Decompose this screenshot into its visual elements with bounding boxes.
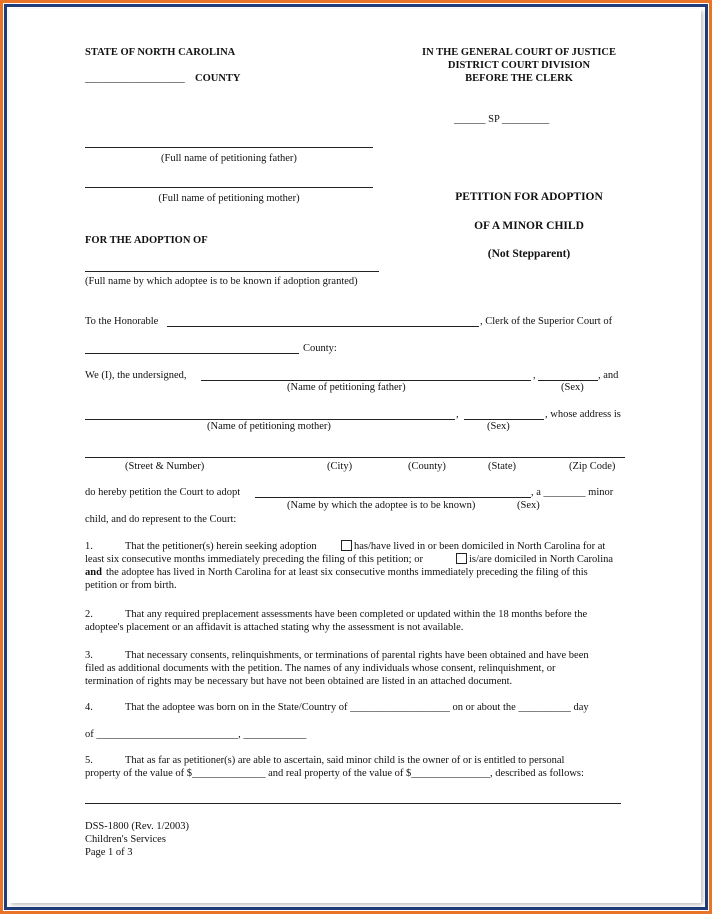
mother-name-sub: (Name of petitioning mother) — [207, 421, 331, 432]
county-line — [85, 353, 299, 354]
honorable-line — [167, 326, 479, 327]
item-5-text-a: That as far as petitioner(s) are able to ascertain, said minor child is the owner of or is entitled to personal — [125, 755, 565, 766]
represent-label: child, and do represent to the Court: — [85, 514, 237, 525]
item-3-text-b: filed as additional documents with the petition. The names of any individuals whose consent, relinquishment, or — [85, 663, 556, 674]
mother-name-line — [85, 187, 373, 188]
adoption-of-heading: FOR THE ADOPTION OF — [85, 235, 208, 246]
sex-sub-3: (Sex) — [517, 500, 540, 511]
father-name-line — [85, 147, 373, 148]
item-3-text-a: That necessary consents, relinquishments, or terminations of parental rights have been obtained and have been — [125, 650, 589, 661]
document-page — [9, 9, 701, 903]
item-1-number: 1. — [85, 541, 93, 552]
and-label: , and — [598, 370, 619, 381]
item-1-text-a: That the petitioner(s) herein seeking adoption — [125, 541, 317, 552]
sex-sub-1: (Sex) — [561, 382, 584, 393]
city-caption: (City) — [327, 461, 353, 472]
honorable-label: To the Honorable — [85, 316, 159, 327]
item-1-text-d: is/are domiciled in North Carolina — [469, 554, 614, 565]
has-lived-checkbox[interactable] — [339, 540, 354, 554]
item-5-number: 5. — [85, 755, 93, 766]
item-4-text-b: of ___________________________, ____________ — [85, 729, 307, 740]
item-3-text-c: termination of rights may be necessary but have not been obtained are listed in an attached document. — [85, 676, 513, 687]
item-1-and: and — [85, 567, 102, 578]
item-1-text-f: petition or from birth. — [85, 580, 177, 591]
zip-caption: (Zip Code) — [569, 461, 616, 472]
petition-title-3: (Not Stepparent) — [487, 248, 571, 260]
department: Children's Services — [85, 834, 166, 845]
item-1-text-c: least six consecutive months immediately preceding the filing of this petition; or — [85, 554, 423, 565]
court-line-2: DISTRICT COURT DIVISION — [447, 60, 591, 71]
item-1-text-b: has/have lived in or been domiciled in North Carolina for at — [354, 541, 606, 552]
sex-sub-2: (Sex) — [487, 421, 510, 432]
sp-number-line: ______ SP _________ — [454, 114, 550, 125]
comma-2: , — [456, 409, 459, 420]
court-line-3: BEFORE THE CLERK — [465, 73, 573, 84]
undersigned-label: We (I), the undersigned, — [85, 370, 187, 381]
domiciled-checkbox[interactable] — [454, 553, 469, 567]
county-caption: (County) — [408, 461, 446, 472]
father-name-caption: (Full name of petitioning father) — [161, 153, 297, 164]
father-name-sub: (Name of petitioning father) — [287, 382, 406, 393]
form-number: DSS-1800 (Rev. 1/2003) — [85, 821, 190, 832]
mother-name-caption: (Full name of petitioning mother) — [158, 193, 300, 204]
item-2-text-a: That any required preplacement assessments have been completed or updated within the 18 months before the — [125, 609, 588, 620]
address-line — [85, 457, 625, 458]
item-2-text-b: adoptee's placement or an affidavit is attached stating why the assessment is not available. — [85, 622, 464, 633]
page-number: Page 1 of 3 — [85, 847, 133, 858]
county-label: COUNTY — [195, 73, 241, 84]
county-colon-label: County: — [303, 343, 337, 354]
county-blank: ___________________ — [85, 73, 185, 84]
adoptee-name-caption: (Full name by which adoptee is to be known if adoption granted) — [85, 276, 358, 287]
street-caption: (Street & Number) — [125, 461, 205, 472]
court-line-1: IN THE GENERAL COURT OF JUSTICE — [421, 47, 617, 58]
minor-label: , a ________ minor — [531, 487, 614, 498]
item-2-number: 2. — [85, 609, 93, 620]
petition-title-1: PETITION FOR ADOPTION — [455, 191, 603, 203]
item-3-number: 3. — [85, 650, 93, 661]
clerk-label: , Clerk of the Superior Court of — [480, 316, 613, 327]
comma-1: , — [533, 370, 536, 381]
item-4-number: 4. — [85, 702, 93, 713]
item-1-text-e: the adoptee has lived in North Carolina for at least six consecutive months immediately preceding the filing of this — [106, 567, 588, 578]
petition-adopt-label: do hereby petition the Court to adopt — [85, 487, 241, 498]
item-5-text-b: property of the value of $______________ and real property of the value of $_______________, described as follows: — [85, 768, 584, 779]
state-caption: (State) — [488, 461, 516, 472]
petition-title-2: OF A MINOR CHILD — [474, 220, 584, 232]
adoptee-known-line — [255, 497, 531, 498]
adoptee-known-sub: (Name by which the adoptee is to be known) — [287, 500, 476, 511]
state-heading: STATE OF NORTH CAROLINA — [85, 47, 236, 58]
whose-address-label: , whose address is — [545, 409, 621, 420]
item-4-text-a: That the adoptee was born on in the State/Country of ___________________ on or about the __________ day — [125, 702, 589, 713]
description-line — [85, 803, 621, 804]
adoptee-name-line — [85, 271, 379, 272]
